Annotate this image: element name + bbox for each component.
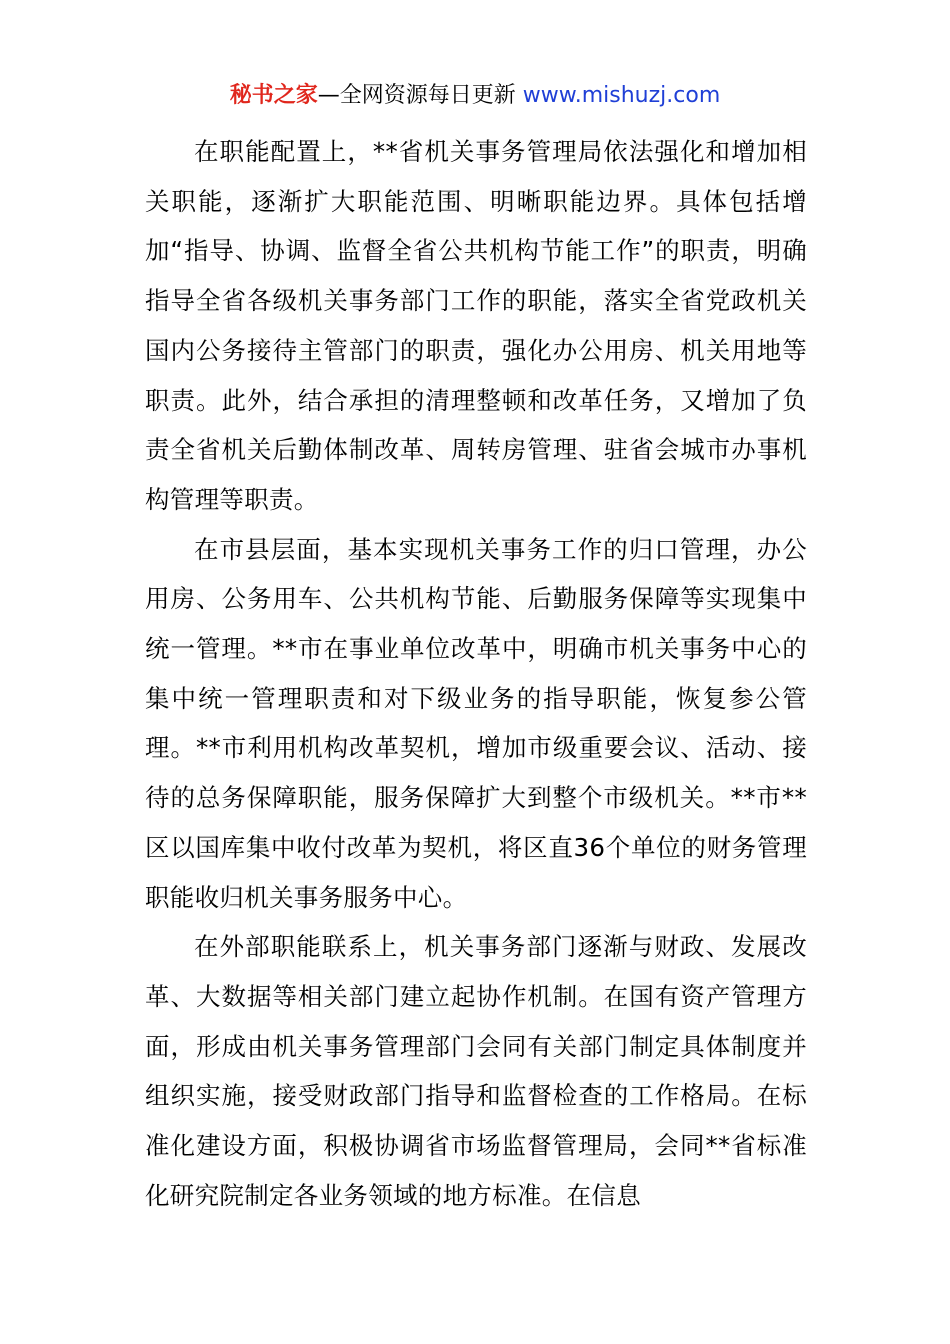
header-tagline: —全网资源每日更新 — [317, 83, 516, 108]
paragraph-external-linkage: 在外部职能联系上，机关事务部门逐渐与财政、发展改革、大数据等相关部门建立起协作机制。在国有资产管理方面，形成由机关事务管理部门会同有关部门制定具体制度并组织实施，接受财政部门指导和监督检查的工作格局。在标准化建设方面，积极协调省市场监督管理局，会同**省标准化研究院制定各业务领域的地方标准。在信息 — [145, 932, 807, 1210]
brand-name: 秘书之家 — [229, 83, 318, 108]
site-url[interactable]: www.mishuzj.com — [522, 83, 721, 108]
paragraph-city-county-level: 在市县层面，基本实现机关事务工作的归口管理，办公用房、公务用车、公共机构节能、后勤服务保障等实现集中统一管理。**市在事业单位改革中，明确市机关事务中心的集中统一管理职责和对下级业务的指导职能，恢复参公管理。**市利用机构改革契机，增加市级重要会议、活动、接待的总务保障职能，服务保障扩大到整个市级机关。**市**区以国库集中收付改革为契机，将区直36个单位的财务管理职能收归机关事务服务中心。 — [145, 534, 807, 912]
document-body — [145, 127, 807, 1220]
site-header — [0, 80, 950, 112]
paragraph-function-configuration: 在职能配置上，**省机关事务管理局依法强化和增加相关职能，逐渐扩大职能范围、明晰职能边界。具体包括增加“指导、协调、监督全省公共机构节能工作”的职责，明确指导全省各级机关事务部门工作的职能，落实全省党政机关国内公务接待主管部门的职责，强化办公用房、机关用地等职责。此外，结合承担的清理整顿和改革任务，又增加了负责全省机关后勤体制改革、周转房管理、驻省会城市办事机构管理等职责。 — [145, 137, 807, 514]
